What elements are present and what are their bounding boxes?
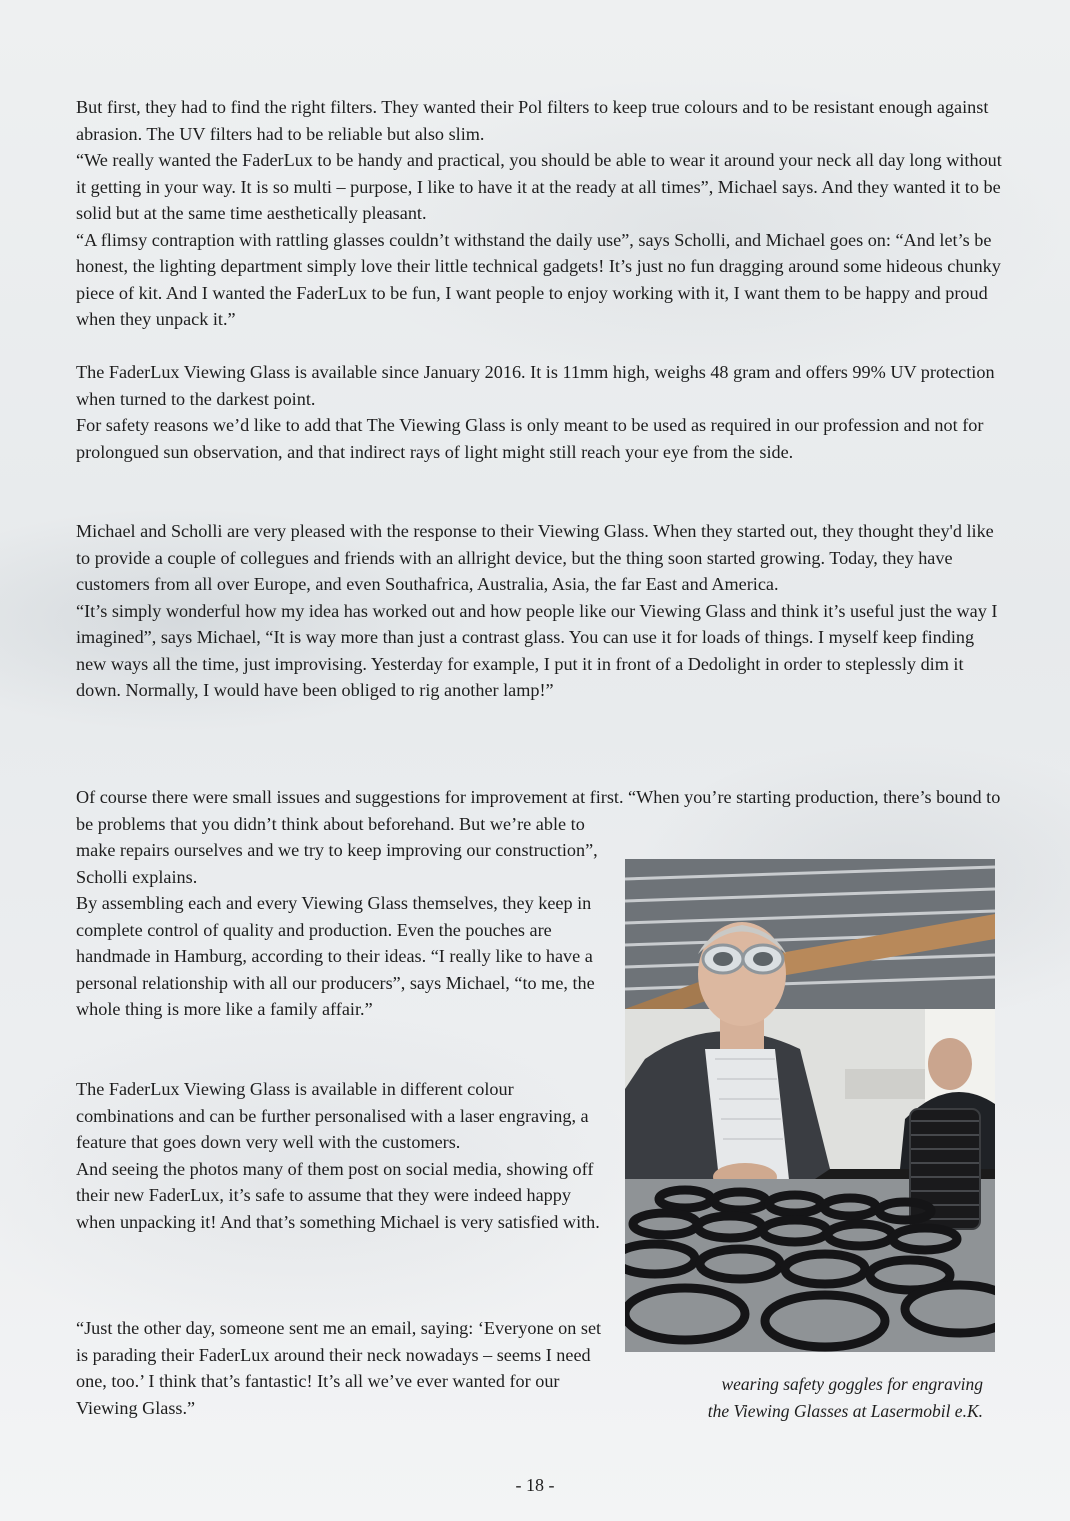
text-block-response [76,518,1006,704]
photo-man-with-viewing-glasses [625,859,995,1352]
page-number: - 18 - [515,1475,555,1495]
paragraph: “Just the other day, someone sent me an email, saying: ‘Everyone on set is parading their FaderLux around their neck nowadays – seems I need one, too.’ I think that’s fantastic! It’s all we’ve ever wanted for our Viewing Glass.” [76,1318,602,1418]
paragraph: make repairs ourselves and we try to keep improving our construction”, Scholli explains. [76,840,598,887]
paragraph: “It’s simply wonderful how my idea has worked out and how people like our Viewing Glass and think it’s useful just the way I imagined”, says Michael, “It is way more than just a contrast glass. You can use it for loads of things. I myself keep finding new ways all the time, just improvising. Yesterday for example, I put it in front of a Dedolight in order to steplessly dim it down. Normally, I would have been obliged to rig another lamp!” [76,600,998,700]
paragraph: Of course there were small issues and suggestions for improvement at first. “When you’re starting production, there’s bound to be problems that you didn’t think about beforehand. But we’re able to [76,787,1001,834]
text-block-colours [76,1076,611,1235]
paragraph: And seeing the photos many of them post on social media, showing off their new FaderLux, it’s safe to assume that they were indeed happy when unpacking it! And that’s something Michael is very satisfied with. [76,1158,600,1232]
text-block-issues [76,784,1006,837]
paragraph: But first, they had to find the right filters. They wanted their Pol filters to keep true colours and to be resistant enough against abrasion. The UV filters had to be reliable but also slim. [76,97,989,144]
photo-caption [625,1371,983,1424]
paragraph: For safety reasons we’d like to add that The Viewing Glass is only meant to be used as required in our profession and not for prolongued sun observation, and that indirect rays of light might still reach your eye from the side. [76,415,984,462]
paragraph: Michael and Scholli are very pleased with the response to their Viewing Glass. When they started out, they thought they'd like to provide a couple of collegues and friends with an allright device, but the thing soon started growing. Today, they have customers from all over Europe, and even Southafrica, Australia, Asia, the far East and America. [76,521,994,594]
paragraph: By assembling each and every Viewing Glass themselves, they keep in complete control of quality and production. Even the pouches are handmade in Hamburg, according to their ideas. “I really like to have a personal relationship with all our producers”, says Michael, “to me, the whole thing is more like a family affair.” [76,893,595,1019]
caption-line: wearing safety goggles for engraving [721,1374,983,1394]
text-block-filters [76,94,1006,333]
paragraph: The FaderLux Viewing Glass is available since January 2016. It is 11mm high, weighs 48 gram and offers 99% UV protection when turned to the darkest point. [76,362,995,409]
text-block-email-quote [76,1315,611,1421]
paragraph: “We really wanted the FaderLux to be handy and practical, you should be able to wear it around your neck all day long without it getting in your way. It is so multi – purpose, I like to have it at the ready at all times”, Michael says. And they wanted it to be solid but at the same time aesthetically pleasant. [76,150,1002,223]
paragraph: “A flimsy contraption with rattling glasses couldn’t withstand the daily use”, says Scholli, and Michael goes on: “And let’s be honest, the lighting department simply love their little technical gadgets! It’s just no fun dragging around some hideous chunky piece of kit. And I wanted the FaderLux to be fun, I want people to enjoy working with it, I want them to be happy and proud when they unpack it.” [76,229,1001,329]
text-block-availability [76,359,1006,465]
paragraph: The FaderLux Viewing Glass is available in different colour combinations and can be further personalised with a laser engraving, a feature that goes down very well with the customers. [76,1079,589,1152]
text-block-repairs [76,837,611,1023]
caption-line: the Viewing Glasses at Lasermobil e.K. [707,1400,983,1421]
